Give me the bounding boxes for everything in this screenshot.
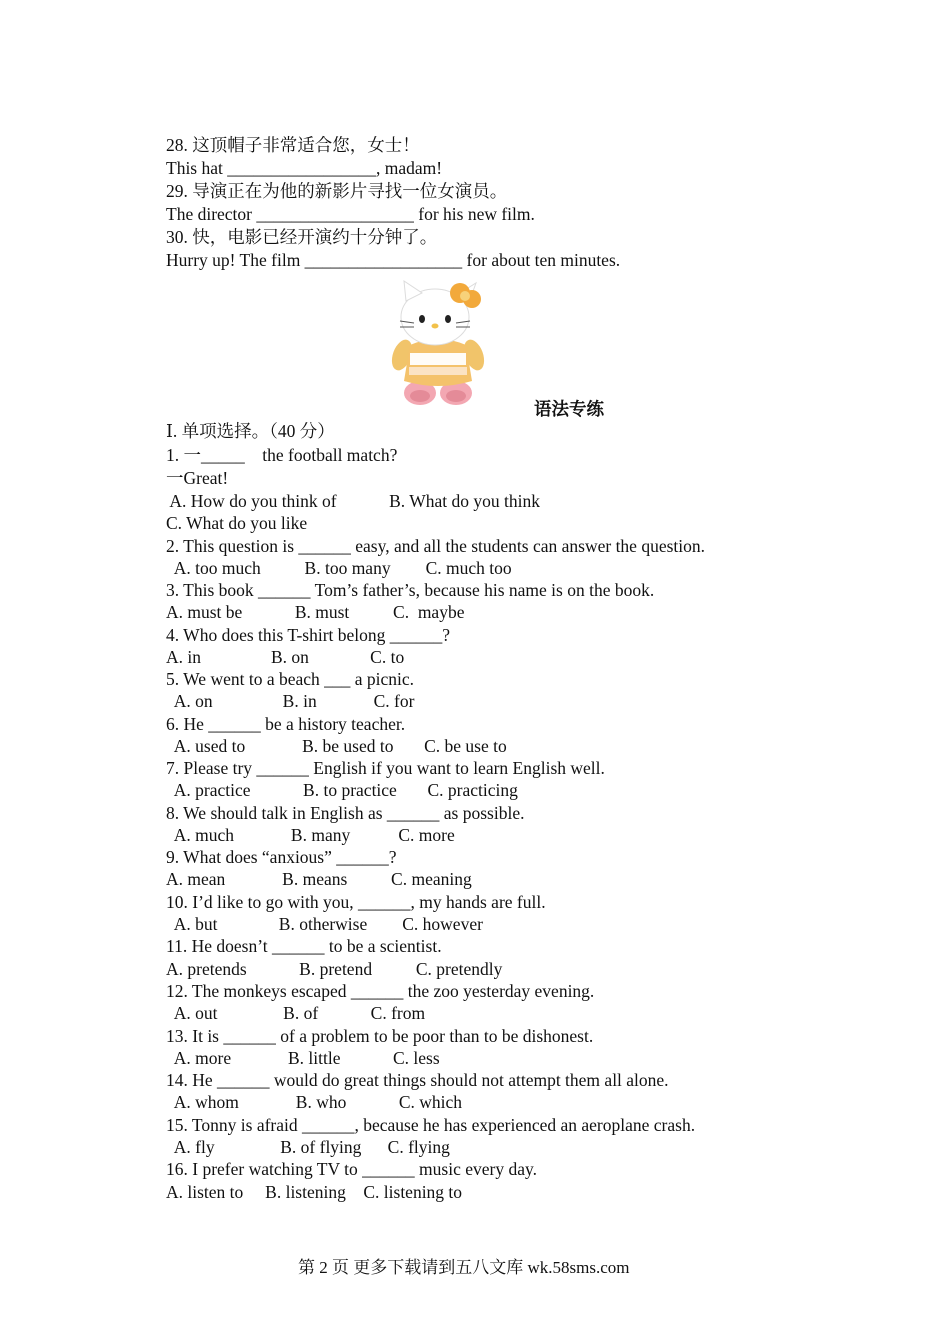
question-6-stem: 6. He ______ be a history teacher. bbox=[166, 714, 406, 734]
question-3-options: A. must be B. must C. maybe bbox=[166, 602, 465, 622]
question-16-options: A. listen to B. listening C. listening to bbox=[166, 1182, 463, 1202]
question-2-stem: 2. This question is ______ easy, and all the students can answer the question. bbox=[166, 536, 706, 556]
question-14-stem: 14. He ______ would do great things should not attempt them all alone. bbox=[166, 1070, 669, 1090]
plush-kitty-illustration bbox=[388, 275, 488, 410]
part-heading: Ⅰ. 单项选择。（40 分） bbox=[166, 421, 335, 441]
question-4-options: A. in B. on C. to bbox=[166, 647, 405, 667]
question-13-options: A. more B. little C. less bbox=[166, 1048, 440, 1068]
question-15-stem: 15. Tonny is afraid ______, because he has experienced an aeroplane crash. bbox=[166, 1115, 696, 1135]
question-10-stem: 10. I’d like to go with you, ______, my hands are full. bbox=[166, 892, 546, 912]
translation-28-chinese: 28. 这顶帽子非常适合您，女士！ bbox=[166, 135, 420, 155]
question-11-options: A. pretends B. pretend C. pretendly bbox=[166, 959, 503, 979]
translation-28-english: This hat _________________, madam! bbox=[166, 158, 443, 178]
question-12-options: A. out B. of C. from bbox=[166, 1003, 426, 1023]
question-10-options: A. but B. otherwise C. however bbox=[166, 914, 483, 934]
page-footer: 第 2 页 更多下载请到五八文库 wk.58sms.com bbox=[298, 1258, 630, 1277]
question-1-option-c: C. What do you like bbox=[166, 513, 308, 533]
question-15-options: A. fly B. of flying C. flying bbox=[166, 1137, 450, 1157]
question-1-stem: 1. 一_____ the football match? bbox=[166, 445, 398, 465]
question-2-options: A. too much B. too many C. much too bbox=[166, 558, 512, 578]
question-7-stem: 7. Please try ______ English if you want to learn English well. bbox=[166, 758, 605, 778]
question-5-options: A. on B. in C. for bbox=[166, 691, 415, 711]
question-9-stem: 9. What does “anxious” ______? bbox=[166, 847, 397, 867]
question-14-options: A. whom B. who C. which bbox=[166, 1092, 463, 1112]
question-4-stem: 4. Who does this T-shirt belong ______? bbox=[166, 625, 451, 645]
question-16-stem: 16. I prefer watching TV to ______ music every day. bbox=[166, 1159, 537, 1179]
translation-30-english: Hurry up! The film __________________ for about ten minutes. bbox=[166, 250, 621, 270]
question-8-options: A. much B. many C. more bbox=[166, 825, 455, 845]
translation-30-chinese: 30. 快，电影已经开演约十分钟了。 bbox=[166, 227, 438, 247]
question-3-stem: 3. This book ______ Tom’s father’s, because his name is on the book. bbox=[166, 580, 655, 600]
question-8-stem: 8. We should talk in English as ______ as possible. bbox=[166, 803, 525, 823]
question-6-options: A. used to B. be used to C. be use to bbox=[166, 736, 507, 756]
section-title: 语法专练 bbox=[534, 399, 604, 419]
translation-29-english: The director __________________ for his new film. bbox=[166, 204, 535, 224]
question-1-options-ab: A. How do you think of B. What do you think bbox=[166, 491, 540, 511]
question-11-stem: 11. He doesn’t ______ to be a scientist. bbox=[166, 936, 442, 956]
question-5-stem: 5. We went to a beach ___ a picnic. bbox=[166, 669, 415, 689]
translation-29-chinese: 29. 导演正在为他的新影片寻找一位女演员。 bbox=[166, 181, 508, 201]
question-13-stem: 13. It is ______ of a problem to be poor than to be dishonest. bbox=[166, 1026, 594, 1046]
question-12-stem: 12. The monkeys escaped ______ the zoo yesterday evening. bbox=[166, 981, 595, 1001]
question-1-reply: 一Great! bbox=[166, 468, 229, 488]
question-7-options: A. practice B. to practice C. practicing bbox=[166, 780, 518, 800]
question-9-options: A. mean B. means C. meaning bbox=[166, 869, 472, 889]
